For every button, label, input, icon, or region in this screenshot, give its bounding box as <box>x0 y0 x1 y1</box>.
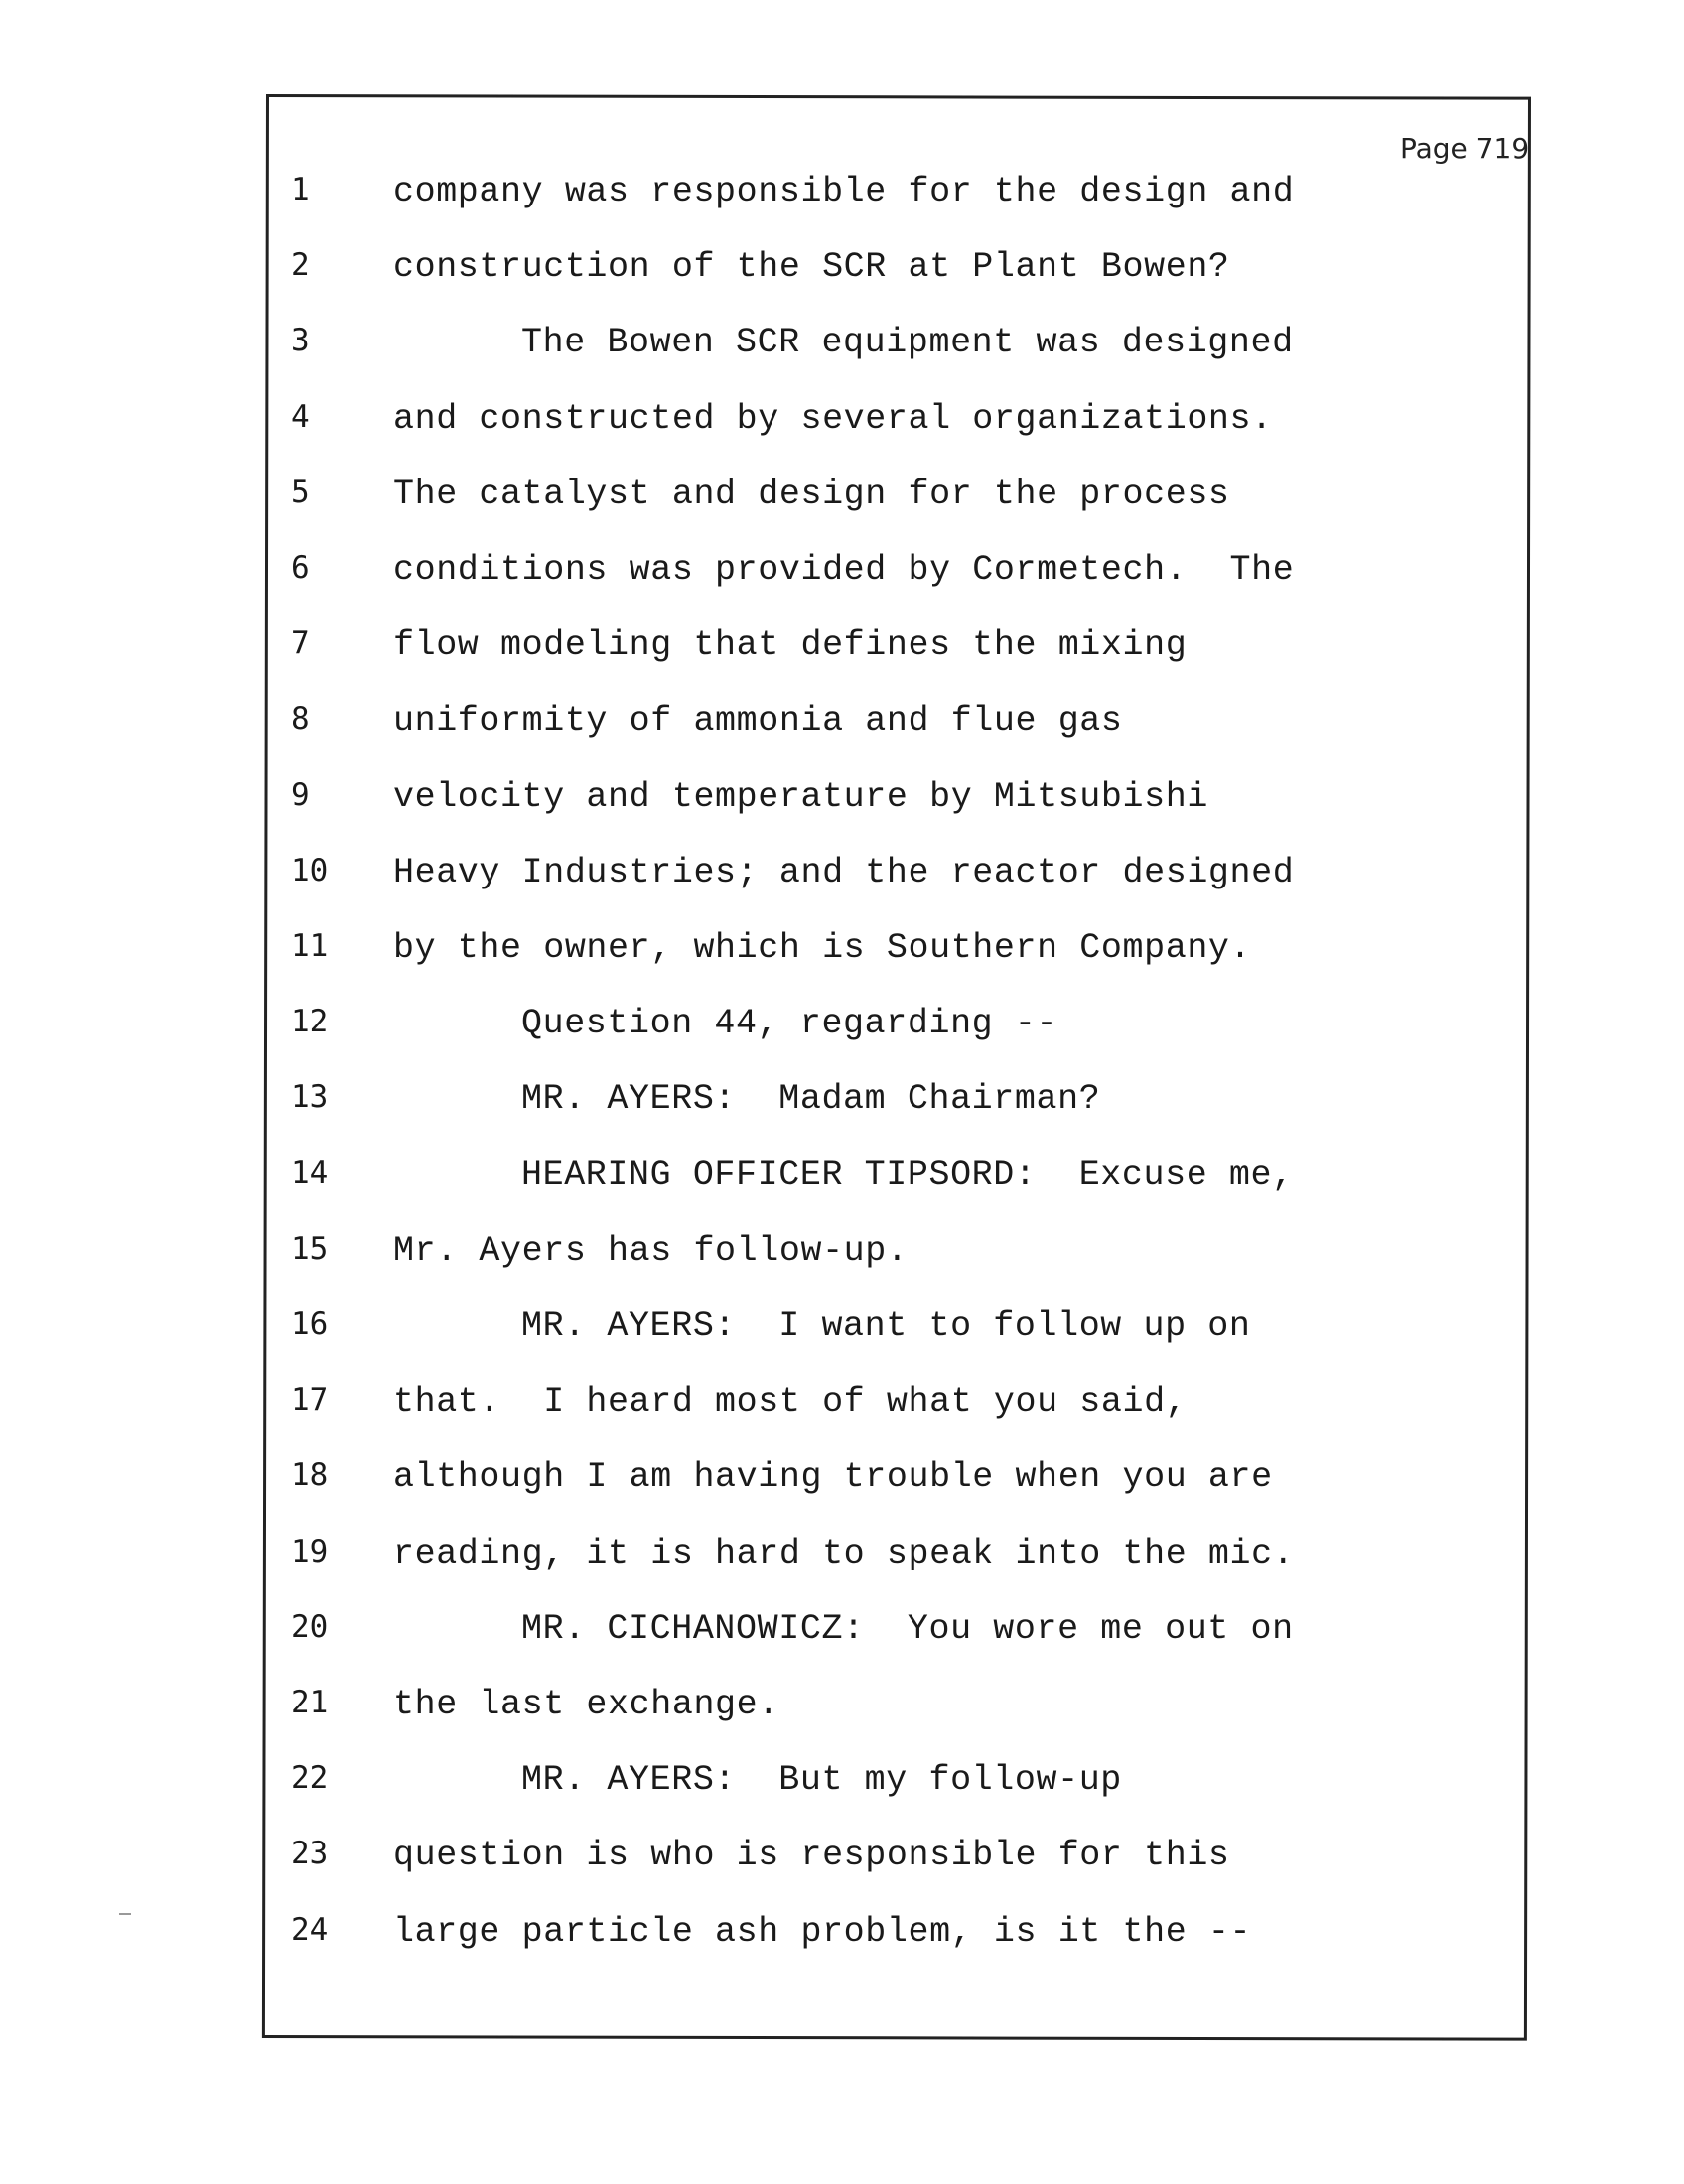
line-number: 20 <box>291 1609 329 1645</box>
line-number: 4 <box>291 399 310 435</box>
line-number: 6 <box>291 550 310 586</box>
transcript-line <box>0 323 1684 372</box>
transcript-line <box>0 1382 1684 1432</box>
transcript-line <box>0 1231 1684 1281</box>
line-text: uniformity of ammonia and flue gas <box>393 701 1123 741</box>
line-number: 13 <box>291 1079 329 1115</box>
line-text: MR. CICHANOWICZ: You wore me out on <box>521 1609 1294 1649</box>
transcript-line <box>0 1156 1684 1205</box>
transcript-line <box>0 550 1684 600</box>
line-text: MR. AYERS: I want to follow up on <box>521 1306 1251 1346</box>
line-text: velocity and temperature by Mitsubishi <box>393 777 1208 817</box>
transcript-line <box>0 1912 1684 1962</box>
transcript-line <box>0 1685 1684 1734</box>
line-number: 22 <box>291 1760 329 1796</box>
line-number: 10 <box>291 853 329 888</box>
line-number: 16 <box>291 1306 329 1342</box>
page-number: Page 719 <box>1400 132 1530 165</box>
transcript-line <box>0 1306 1684 1356</box>
line-text: flow modeling that defines the mixing <box>393 625 1188 665</box>
line-text: MR. AYERS: But my follow-up <box>521 1760 1122 1800</box>
line-number: 1 <box>291 172 310 207</box>
line-number: 14 <box>291 1156 329 1191</box>
line-number: 5 <box>291 475 310 510</box>
transcript-line <box>0 247 1684 297</box>
transcript-line <box>0 1836 1684 1885</box>
transcript-line <box>0 399 1684 449</box>
line-text: the last exchange. <box>393 1685 779 1724</box>
transcript-line <box>0 1457 1684 1507</box>
line-text: by the owner, which is Southern Company. <box>393 928 1252 968</box>
transcript-line <box>0 1760 1684 1810</box>
transcript-line <box>0 1004 1684 1053</box>
line-number: 9 <box>291 777 310 813</box>
transcript-line <box>0 475 1684 524</box>
line-number: 12 <box>291 1004 329 1039</box>
line-text: conditions was provided by Cormetech. The <box>393 550 1295 590</box>
transcript-line <box>0 1534 1684 1583</box>
line-number: 3 <box>291 323 310 358</box>
line-number: 23 <box>291 1836 329 1871</box>
transcript-line <box>0 701 1684 751</box>
line-text: large particle ash problem, is it the -- <box>393 1912 1252 1952</box>
line-number: 18 <box>291 1457 329 1493</box>
line-text: that. I heard most of what you said, <box>393 1382 1188 1422</box>
line-text: The catalyst and design for the process <box>393 475 1230 514</box>
line-text: construction of the SCR at Plant Bowen? <box>393 247 1230 287</box>
line-text: although I am having trouble when you are <box>393 1457 1273 1497</box>
scan-mark <box>119 1913 131 1915</box>
line-number: 2 <box>291 247 310 283</box>
transcript-line <box>0 853 1684 902</box>
line-text: Question 44, regarding -- <box>521 1004 1058 1043</box>
transcript-line <box>0 1079 1684 1129</box>
line-text: company was responsible for the design and <box>393 172 1295 211</box>
transcript-line <box>0 928 1684 978</box>
line-text: question is who is responsible for this <box>393 1836 1230 1875</box>
line-text: reading, it is hard to speak into the mic. <box>393 1534 1295 1573</box>
line-text: The Bowen SCR equipment was designed <box>521 323 1294 362</box>
transcript-line <box>0 625 1684 675</box>
line-number: 7 <box>291 625 310 661</box>
line-text: MR. AYERS: Madam Chairman? <box>521 1079 1101 1119</box>
line-number: 17 <box>291 1382 329 1418</box>
line-number: 15 <box>291 1231 329 1267</box>
transcript-line <box>0 777 1684 827</box>
line-number: 24 <box>291 1912 329 1948</box>
line-text: HEARING OFFICER TIPSORD: Excuse me, <box>521 1156 1294 1195</box>
line-number: 19 <box>291 1534 329 1570</box>
line-text: and constructed by several organizations. <box>393 399 1273 439</box>
line-number: 8 <box>291 701 310 737</box>
transcript-line <box>0 1609 1684 1659</box>
line-number: 11 <box>291 928 329 964</box>
transcript-line <box>0 172 1684 221</box>
line-number: 21 <box>291 1685 329 1720</box>
line-text: Mr. Ayers has follow-up. <box>393 1231 909 1271</box>
line-text: Heavy Industries; and the reactor designed <box>393 853 1295 892</box>
